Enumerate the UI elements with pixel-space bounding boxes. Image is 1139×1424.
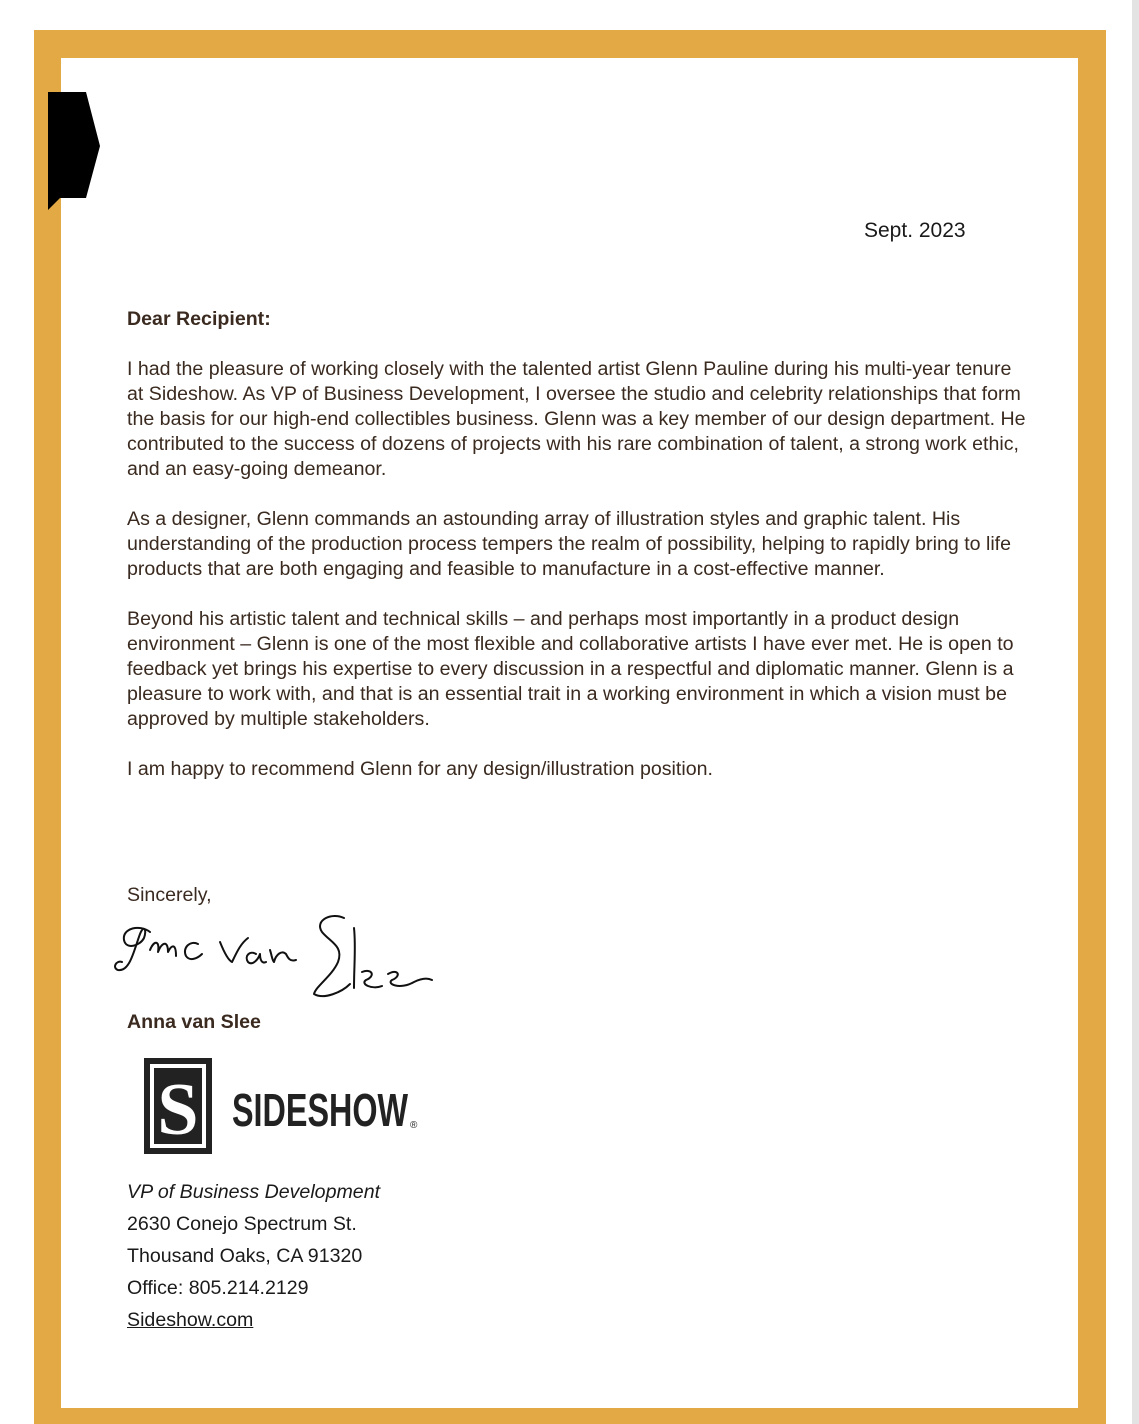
office-phone: Office: 805.214.2129 (127, 1277, 309, 1299)
paragraph: I am happy to recommend Glenn for any design/illustration position. (127, 758, 713, 780)
address-line-1: 2630 Conejo Spectrum St. (127, 1213, 357, 1235)
paragraph: As a designer, Glenn commands an astounding array of illustration styles and graphic talent. His understanding of the production process tempers the realm of possibility, helping to rapidly bring to life products that are both engaging and feasible to manufacture in a cost-effective manner. (127, 508, 1012, 580)
signer-name: Anna van Slee (127, 1011, 261, 1033)
bookmark-tab-icon (48, 92, 100, 210)
letter-date: Sept. 2023 (864, 219, 966, 242)
handwritten-signature (110, 910, 440, 1005)
signer-title: VP of Business Development (127, 1181, 381, 1203)
page-edge (1132, 0, 1139, 1424)
logo-wordmark: SIDESHOW (232, 1084, 409, 1136)
paragraph: I had the pleasure of working closely with the talented artist Glenn Pauline during his multi-year tenure at Sideshow. As VP of Business Development, I oversee the studio and celebrity relationships that form the basis for our high-end collectibles business. Glenn was a key member of our design department. He contributed to the success of dozens of projects with his rare combination of talent, a strong work ethic, and an easy-going demeanor. (127, 358, 1026, 480)
contact-block (127, 1178, 380, 1338)
salutation: Dear Recipient: (127, 308, 271, 330)
sideshow-logo (142, 1056, 422, 1160)
paragraph: Beyond his artistic talent and technical skills – and perhaps most importantly in a product design environment – Glenn is one of the most flexible and collaborative artists I have ever met. He is open to feedback yet brings his expertise to every discussion in a respectful and diplomatic manner. Glenn is a pleasure to work with, and that is an essential trait in a working environment in which a vision must be approved by multiple stakeholders. (127, 608, 1014, 730)
closing: Sincerely, (127, 884, 212, 906)
letter-body (127, 307, 1032, 807)
logo-letter: S (157, 1069, 199, 1151)
logo-registered-mark: ® (410, 1120, 418, 1131)
address-line-2: Thousand Oaks, CA 91320 (127, 1245, 363, 1267)
website-link[interactable]: Sideshow.com (127, 1309, 254, 1331)
